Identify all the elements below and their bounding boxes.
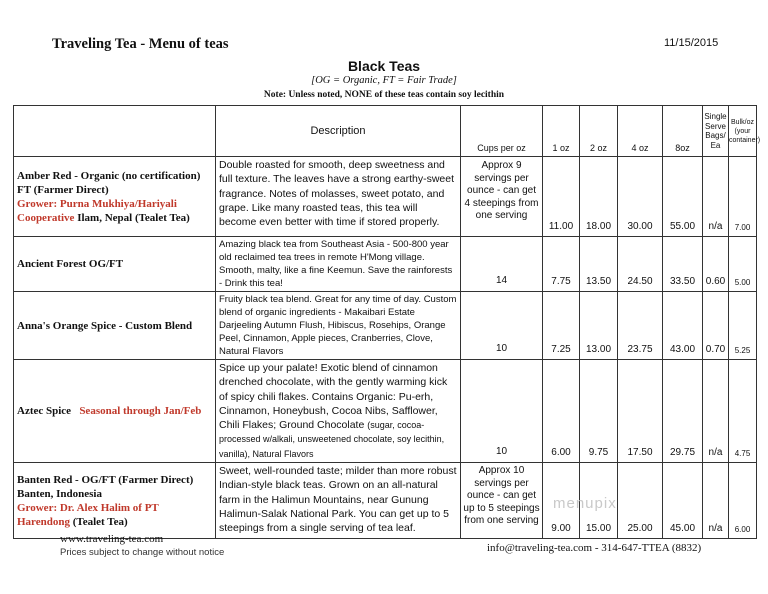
price-1oz: 7.75 (543, 237, 580, 292)
tea-menu-table (13, 105, 761, 539)
price-1oz: 6.00 (543, 360, 580, 463)
price-4oz: 30.00 (618, 157, 663, 237)
cups-column-header: Cups per oz (461, 106, 543, 157)
footer-price-note: Prices subject to change without notice (60, 547, 225, 558)
price-bulk: 7.00 (729, 157, 757, 237)
tea-description-main: Spice up your palate! Exotic blend of cinnamon drenched chocolate, with the gently warming kick of spicy chili flakes. Contains Organic: Pu-erh, Cinnamon, Honeybush, Cocoa Nibs, Safflower, Chili Flakes; Ground Chocolate (219, 362, 448, 432)
price-1oz: 11.00 (543, 157, 580, 237)
tea-description: Fruity black tea blend. Great for any time of day. Custom blend of organic ingredients - Makaibari Estate Darjeeling Autumn Flush, Hibiscus, Rosehips, Orange Peel, Cinnamon, Apple pieces, Cranberries, Clove, Natural Flavors (216, 292, 461, 360)
price-4oz: 24.50 (618, 237, 663, 292)
tea-description: Sweet, well-rounded taste; milder than more robust Indian-style black teas. Grown on an all-natural farm in the Halimun Mountains, near Gunung Halimun-Salak National Park. You can get up to 5 steepings from a single serving of tea leaf. (216, 463, 461, 539)
tea-cups-per-oz: 14 (461, 237, 543, 292)
price-4oz: 17.50 (618, 360, 663, 463)
tea-grower: Grower: Dr. Alex Halim of PT Harendong (17, 501, 159, 528)
tea-name-cell (14, 463, 216, 539)
table-row (14, 463, 757, 539)
tea-name-cell (14, 157, 216, 237)
price-8oz: 33.50 (663, 237, 703, 292)
1oz-column-header: 1 oz (543, 106, 580, 157)
tea-cups-per-oz: Approx 10 servings per ounce - can get up to 5 steepings from one serving (461, 463, 543, 539)
price-single-serve: n/a (703, 463, 729, 539)
footer-website: www.traveling-tea.com (60, 533, 164, 545)
price-2oz: 18.00 (580, 157, 618, 237)
price-4oz: 23.75 (618, 292, 663, 360)
price-1oz: 9.00 (543, 463, 580, 539)
price-8oz: 43.00 (663, 292, 703, 360)
price-bulk: 5.25 (729, 292, 757, 360)
tea-cups-per-oz: 10 (461, 292, 543, 360)
price-2oz: 13.50 (580, 237, 618, 292)
tea-name: Banten Red - OG/FT (Farmer Direct) Banten, Indonesia (17, 473, 194, 500)
price-single-serve: 0.70 (703, 292, 729, 360)
single-serve-column-header: Single Serve Bags/ Ea (703, 106, 729, 157)
price-8oz: 45.00 (663, 463, 703, 539)
description-column-header: Description (216, 106, 461, 157)
tea-cups-per-oz: Approx 9 servings per ounce - can get 4 steepings from one serving (461, 157, 543, 237)
price-8oz: 29.75 (663, 360, 703, 463)
4oz-column-header: 4 oz (618, 106, 663, 157)
tea-description (216, 360, 461, 463)
tea-cups-per-oz: 10 (461, 360, 543, 463)
price-bulk: 6.00 (729, 463, 757, 539)
price-single-serve: 0.60 (703, 237, 729, 292)
tea-seasonal-note: Seasonal through Jan/Feb (79, 405, 202, 418)
tea-description: Double roasted for smooth, deep sweetness and full texture. The leaves have a strong earthy-sweet fragrance. Notes of molasses, sweet potato, and grape. Like many roasted teas, this tea will become even better with time if stored properly. (216, 157, 461, 237)
tea-description: Amazing black tea from Southeast Asia - 500-800 year old reclaimed tea trees in remote H'Mong village. Smooth, malty, like a fine Keemun. Save the rainforests - Drink this tea! (216, 237, 461, 292)
tea-name: Amber Red - Organic (no certification) FT (Farmer Direct) (17, 169, 201, 196)
price-bulk: 5.00 (729, 237, 757, 292)
table-row (14, 157, 757, 237)
table-row (14, 237, 757, 292)
tea-name: Ancient Forest OG/FT (17, 258, 124, 270)
price-bulk: 4.75 (729, 360, 757, 463)
menu-section-title: Black Teas (347, 58, 421, 74)
abbreviation-legend: [OG = Organic, FT = Fair Trade] (311, 75, 457, 86)
price-2oz: 9.75 (580, 360, 618, 463)
tea-name-cell (14, 292, 216, 360)
tea-name: Anna's Orange Spice - Custom Blend (17, 319, 193, 332)
tea-origin: Ilam, Nepal (Tealet Tea) (77, 211, 190, 224)
table-row (14, 360, 757, 463)
tea-name-cell (14, 237, 216, 292)
table-header-row (14, 106, 757, 157)
tea-origin: (Tealet Tea) (72, 515, 128, 528)
price-2oz: 13.00 (580, 292, 618, 360)
price-1oz: 7.25 (543, 292, 580, 360)
price-single-serve: n/a (703, 360, 729, 463)
watermark: menupix (553, 495, 617, 512)
8oz-column-header: 8oz (663, 106, 703, 157)
price-4oz: 25.00 (618, 463, 663, 539)
tea-description-ingredients: (sugar, cocoa-processed w/alkali, unsweetened chocolate, soy lecithin, vanilla), Natural Flavors (219, 420, 445, 459)
document-title: Traveling Tea - Menu of teas (52, 36, 229, 52)
document-date: 11/15/2015 (664, 37, 719, 49)
2oz-column-header: 2 oz (580, 106, 618, 157)
tea-grower: Grower: Purna Mukhiya/Hariyali Cooperative (17, 197, 177, 224)
name-column-header (14, 106, 216, 157)
bulk-column-header: Bulk/oz (your container) (729, 106, 757, 157)
tea-name-cell (14, 360, 216, 463)
footer-contact: info@traveling-tea.com - 314-647-TTEA (8832) (487, 542, 702, 554)
price-single-serve: n/a (703, 157, 729, 237)
price-8oz: 55.00 (663, 157, 703, 237)
tea-name: Aztec Spice (17, 405, 72, 418)
table-row (14, 292, 757, 360)
soy-lecithin-note: Note: Unless noted, NONE of these teas contain soy lecithin (263, 90, 505, 100)
price-2oz: 15.00 (580, 463, 618, 539)
